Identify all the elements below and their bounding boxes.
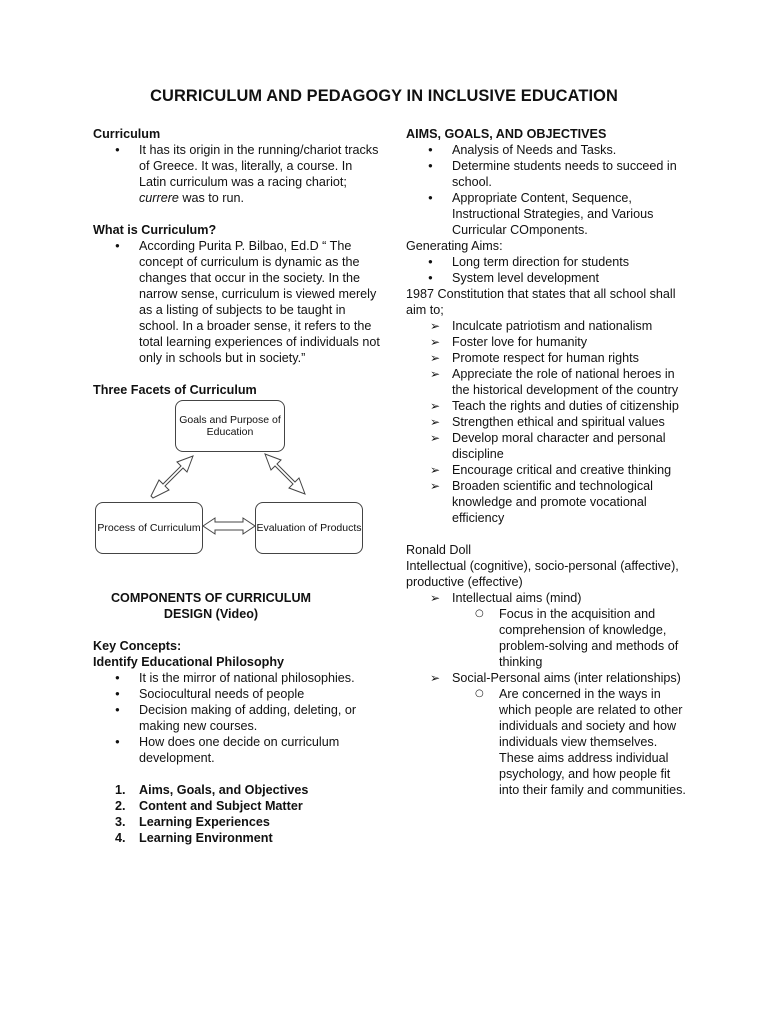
aims-heading: AIMS, GOALS, AND OBJECTIVES: [406, 127, 607, 141]
ronald-doll-text: Intellectual (cognitive), socio-personal (affective), productive (effective): [406, 559, 679, 589]
philosophy-item: ● Sociocultural needs of people: [93, 686, 383, 702]
item-number: 1.: [115, 783, 126, 797]
item-number: 3.: [115, 815, 126, 829]
left-column: [93, 126, 383, 846]
item-text: Learning Environment: [139, 831, 273, 845]
generating-aims-label: Generating Aims:: [406, 239, 503, 253]
goals-box: [175, 400, 285, 452]
item-number: 2.: [115, 799, 126, 813]
curriculum-list: [93, 142, 383, 206]
components-heading: COMPONENTS OF CURRICULUM DESIGN (Video): [110, 591, 312, 621]
numbered-item: [93, 814, 383, 830]
aims-list: [406, 142, 686, 238]
what-is-item: ● According Purita P. Bilbao, Ed.D “ The concept of curriculum is dynamic as the changes that occur in the society. In the narrow sense, curriculum is viewed merely as a listing of subjects to be taught in school. In a broader sense, it refers to the total learning experiences of individuals not only in schools but in society.”: [93, 238, 383, 366]
generating-item: ● System level development: [406, 270, 686, 286]
evaluation-box: [255, 502, 363, 554]
philosophy-item: ● How does one decide on curriculum development.: [93, 734, 383, 766]
item-text: Aims, Goals, and Objectives: [139, 783, 309, 797]
curriculum-heading: Curriculum: [93, 127, 161, 141]
philosophy-item: ● It is the mirror of national philosophies.: [93, 670, 383, 686]
intellectual-aims-item: ➢ Intellectual aims (mind): [406, 590, 686, 606]
components-numbered-list: [93, 782, 383, 846]
constitution-item: ➢ Broaden scientific and technological knowledge and promote vocational efficiency: [406, 478, 686, 526]
page-title: CURRICULUM AND PEDAGOGY IN INCLUSIVE EDUCATION: [150, 87, 618, 105]
item-text: Learning Experiences: [139, 815, 270, 829]
aims-item: ● Analysis of Needs and Tasks.: [406, 142, 686, 158]
constitution-text: 1987 Constitution that states that all school shall aim to;: [406, 287, 676, 317]
intellectual-subitem: ○ Focus in the acquisition and comprehension of knowledge, problem-solving and methods of thinking: [406, 606, 686, 670]
constitution-item: ➢ Encourage critical and creative thinking: [406, 462, 686, 478]
philosophy-item: ● Decision making of adding, deleting, or making new courses.: [93, 702, 383, 734]
currere-term: currere: [139, 191, 179, 205]
curriculum-item: [93, 142, 383, 206]
generating-item: ● Long term direction for students: [406, 254, 686, 270]
social-aims-item: ➢ Social-Personal aims (inter relationships): [406, 670, 686, 686]
constitution-item: ➢ Inculcate patriotism and nationalism: [406, 318, 686, 334]
social-list: [406, 670, 686, 686]
arrow-process-goals: [151, 456, 193, 498]
numbered-item: [93, 798, 383, 814]
arrow-goals-evaluation: [265, 454, 305, 494]
constitution-item: ➢ Strengthen ethical and spiritual values: [406, 414, 686, 430]
arrow-process-evaluation: [203, 518, 255, 534]
constitution-item: ➢ Promote respect for human rights: [406, 350, 686, 366]
process-box-label: Process of Curriculum: [97, 522, 201, 534]
generating-list: [406, 254, 686, 286]
social-subitem: ○ Are concerned in the ways in which people are related to other individuals and society and how individuals view themselves. These aims address individual psychology, and how people fit into their family and communities.: [406, 686, 686, 798]
constitution-item: ➢ Foster love for humanity: [406, 334, 686, 350]
numbered-item: [93, 830, 383, 846]
constitution-list: [406, 318, 686, 526]
social-sublist: [406, 686, 686, 798]
process-box: [95, 502, 203, 554]
constitution-item: ➢ Develop moral character and personal discipline: [406, 430, 686, 462]
constitution-item: ➢ Appreciate the role of national heroes in the historical development of the country: [406, 366, 686, 398]
intellectual-list: [406, 590, 686, 606]
what-is-curriculum-heading: What is Curriculum?: [93, 223, 217, 237]
aims-item: ● Determine students needs to succeed in school.: [406, 158, 686, 190]
evaluation-box-label: Evaluation of Products: [256, 522, 362, 534]
constitution-item: ➢ Teach the rights and duties of citizenship: [406, 398, 686, 414]
key-concepts-label: Key Concepts:: [93, 639, 182, 653]
curriculum-text: It has its origin in the running/chariot tracks of Greece. It was, literally, a course. In Latin curriculum was a racing chariot;: [139, 143, 379, 189]
identify-philosophy-label: Identify Educational Philosophy: [93, 655, 285, 669]
goals-box-label: Goals and Purpose of Education: [179, 414, 281, 438]
what-is-list: [93, 238, 383, 366]
philosophy-list: [93, 670, 383, 766]
three-facets-diagram: [93, 398, 383, 568]
intellectual-sublist: [406, 606, 686, 670]
right-column: [406, 126, 686, 798]
ronald-doll-label: Ronald Doll: [406, 543, 472, 557]
item-number: 4.: [115, 831, 126, 845]
three-facets-heading: Three Facets of Curriculum: [93, 383, 257, 397]
aims-item: ● Appropriate Content, Sequence, Instructional Strategies, and Various Curricular COmponents.: [406, 190, 686, 238]
item-text: Content and Subject Matter: [139, 799, 303, 813]
curriculum-text-end: was to run.: [178, 191, 244, 205]
numbered-item: [93, 782, 383, 798]
